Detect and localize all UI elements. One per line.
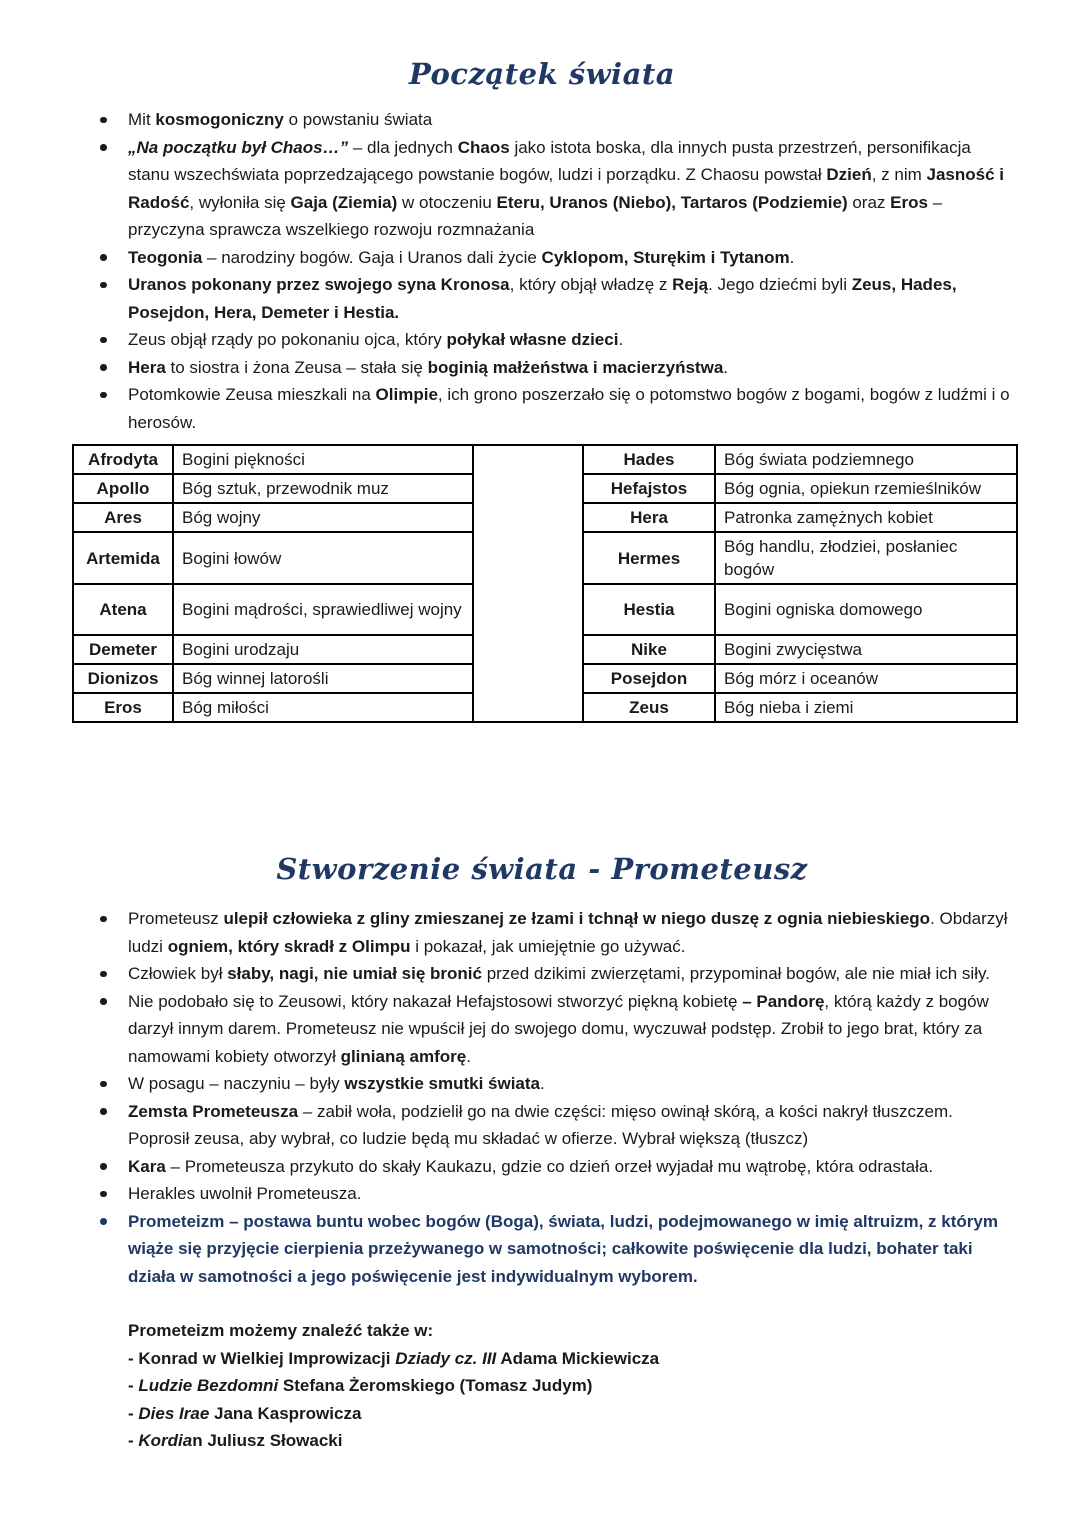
- text-run: o powstaniu świata: [283, 110, 433, 129]
- bullet-item: [128, 326, 1012, 354]
- god-name-cell: Hera: [583, 503, 715, 532]
- god-name-cell: Atena: [73, 584, 173, 635]
- text-run: Potomkowie Zeusa mieszkali na: [128, 385, 376, 404]
- text-run: .: [540, 1074, 545, 1093]
- god-desc-cell: Bogini piękności: [173, 445, 473, 474]
- text-run: , wyłoniła się: [189, 192, 291, 212]
- god-desc-cell: Bogini ogniska domowego: [715, 584, 1017, 635]
- god-desc-cell: Bogini łowów: [173, 532, 473, 584]
- bullet-item: [128, 134, 1012, 244]
- section-title-poczatek-swiata: Początek świata: [408, 57, 676, 91]
- text-run: – Prometeusza przykuto do skały Kaukazu, gdzie co dzień orzeł wyjadał mu wątrobę, która odrastała.: [165, 1156, 934, 1176]
- bullet-item: [128, 1070, 1012, 1098]
- text-run: Gaja (Ziemia): [290, 192, 398, 212]
- text-run: Chaos: [457, 137, 510, 157]
- text-run: Eteru, Uranos (Niebo), Tartaros (Podziemie): [496, 192, 848, 212]
- text-run: Herakles uwolnił Prometeusza.: [128, 1184, 362, 1203]
- text-run: Uranos pokonany przez swojego syna Kronosa: [128, 275, 510, 294]
- text-run: Stefana Żeromskiego (Tomasz Judym): [278, 1376, 593, 1395]
- god-desc-cell: Bóg sztuk, przewodnik muz: [173, 474, 473, 503]
- text-run: Prometeizm – postawa buntu wobec bogów (Boga), świata, ludzi, podejmowanego w imię altruizm, z którym wiąże się przyjęcie cierpienia przeżywanego w samotności; całkowite poświęcenie dla ludzi, bohater taki działa w samotności a jego poświęcenie jest indywidualnym wyborem.: [128, 1211, 998, 1286]
- text-run: Olimpie: [375, 385, 438, 404]
- god-desc-cell: Bóg handlu, złodziei, posłaniec bogów: [715, 532, 1017, 584]
- text-run: Dziady cz. III: [395, 1348, 497, 1368]
- text-run: Nie podobało się to Zeusowi, który nakazał Hefajstosowi stworzyć piękną kobietę: [128, 991, 743, 1011]
- god-desc-cell: Bogini zwycięstwa: [715, 635, 1017, 664]
- text-run: oraz: [847, 192, 891, 212]
- text-run: , ich grono poszerzało się o potomstwo bogów z bogami, bogów z ludźmi i o herosów.: [128, 385, 1010, 432]
- text-run: Zeus, Hades, Posejdon, Hera, Demeter i Hestia.: [128, 275, 957, 322]
- god-desc-cell: Patronka zamężnych kobiet: [715, 503, 1017, 532]
- text-run: Kordia: [138, 1431, 193, 1450]
- text-run: – dla jednych: [348, 137, 458, 157]
- god-name-cell: Apollo: [73, 474, 173, 503]
- text-run: W posagu – naczyniu – były: [128, 1074, 345, 1093]
- text-run: kosmogoniczny: [155, 110, 284, 129]
- text-run: . Obdarzył ludzi: [128, 909, 1008, 956]
- bullet-item: [128, 905, 1012, 960]
- text-run: -: [128, 1431, 139, 1450]
- god-desc-cell: Bóg wojny: [173, 503, 473, 532]
- text-run: boginią małżeństwa i macierzyństwa: [427, 357, 724, 377]
- god-name-cell: Dionizos: [73, 664, 173, 693]
- text-run: Prometeizm możemy znaleźć także w:: [128, 1321, 434, 1340]
- text-run: Zemsta Prometeusza: [128, 1101, 299, 1121]
- text-run: to siostra i żona Zeusa – stała się: [165, 357, 428, 377]
- text-run: -: [128, 1376, 139, 1395]
- bullet-item: [128, 271, 1012, 326]
- text-run: .: [466, 1046, 471, 1066]
- text-run: słaby, nagi, nie umiał się bronić: [227, 964, 482, 983]
- god-desc-cell: Bóg winnej latorośli: [173, 664, 473, 693]
- god-name-cell: Ares: [73, 503, 173, 532]
- bullet-item: [128, 1208, 1012, 1291]
- god-desc-cell: Bóg świata podziemnego: [715, 445, 1017, 474]
- god-name-cell: Afrodyta: [73, 445, 173, 474]
- text-run: glinianą amforę: [340, 1046, 467, 1066]
- god-desc-cell: Bogini urodzaju: [173, 635, 473, 664]
- text-run: wszystkie smutki świata: [344, 1074, 540, 1093]
- footer-line: [128, 1317, 1012, 1345]
- text-run: Reją: [672, 275, 709, 294]
- text-run: Teogonia: [128, 247, 203, 267]
- text-run: Kara: [128, 1156, 166, 1176]
- god-name-cell: Posejdon: [583, 664, 715, 693]
- bullet-item: [128, 988, 1012, 1071]
- gods-table: [72, 444, 1018, 723]
- bullet-item: [128, 1180, 1012, 1208]
- text-run: - Konrad w Wielkiej Improwizacji: [128, 1348, 396, 1368]
- text-run: Ludzie Bezdomni: [138, 1376, 279, 1395]
- footer-line: [128, 1372, 1012, 1400]
- text-run: Dzień: [826, 165, 872, 184]
- text-run: i pokazał, jak umiejętnie go używać.: [410, 936, 686, 956]
- god-name-cell: Nike: [583, 635, 715, 664]
- footer-line: [128, 1400, 1012, 1428]
- text-run: .: [789, 247, 795, 267]
- text-run: – narodziny bogów. Gaja i Uranos dali życie: [202, 247, 542, 267]
- text-run: , z nim: [871, 165, 927, 184]
- god-name-cell: Demeter: [73, 635, 173, 664]
- bullet-item: [128, 1153, 1012, 1181]
- god-name-cell: Eros: [73, 693, 173, 722]
- bullet-item: [128, 106, 1012, 134]
- text-run: . Jego dziećmi byli: [708, 275, 852, 294]
- text-run: Zeus objął rządy po pokonaniu ojca, który: [128, 330, 447, 349]
- god-desc-cell: Bóg mórz i oceanów: [715, 664, 1017, 693]
- text-run: – zabił woła, podzielił go na dwie części: mięso owinął skórą, a kości nakrył tłuszczem. Poprosił zeusa, aby wybrał, co ludzie będą mu składać w ofierze. Wybrał większą (tłuszcz): [128, 1101, 953, 1148]
- bullet-list-poczatek-swiata: [72, 106, 1012, 436]
- text-run: ulepił człowieka z gliny zmieszanej ze łzami i tchnął w niego duszę z ognia niebieskiego: [223, 909, 931, 928]
- bullet-item: [128, 381, 1012, 436]
- text-run: , który objął władzę z: [509, 275, 673, 294]
- text-run: Hera: [128, 357, 166, 377]
- bullet-item: [128, 354, 1012, 382]
- prometeizm-examples-block: [128, 1317, 1012, 1455]
- text-run: Dies Irae: [138, 1403, 210, 1423]
- gods-table-row: [73, 445, 1017, 474]
- text-run: jako istota boska, dla innych pusta przestrzeń, personifikacja stanu wszechświata poprzedzającego powstanie bogów, ludzi i porządku. Z Chaosu powstał: [128, 137, 971, 184]
- bullet-item: [128, 244, 1012, 272]
- text-run: w otoczeniu: [397, 192, 497, 212]
- footer-line: [128, 1427, 1012, 1455]
- god-desc-cell: Bogini mądrości, sprawiedliwej wojny: [173, 584, 473, 635]
- text-run: – Pandorę: [742, 991, 825, 1011]
- bullet-item: [128, 960, 1012, 988]
- section-title-stworzenie-swiata: Stworzenie świata - Prometeusz: [276, 852, 808, 886]
- text-run: -: [128, 1403, 139, 1423]
- text-run: Adama Mickiewicza: [496, 1348, 660, 1368]
- text-run: Jana Kasprowicza: [209, 1403, 362, 1423]
- gods-table-body: [73, 445, 1017, 722]
- text-run: , którą każdy z bogów darzył innym darem. Prometeusz nie wpuścił jej do swojego domu, wyczuwał podstęp. Zrobił to jego brat, który za namowami kobiety otworzył: [128, 991, 989, 1066]
- text-run: przed dzikimi zwierzętami, przypominał bogów, ale nie miał ich siły.: [481, 964, 990, 983]
- god-name-cell: Hefajstos: [583, 474, 715, 503]
- text-run: .: [618, 330, 624, 349]
- text-run: Jasność i Radość: [128, 165, 1004, 212]
- god-desc-cell: Bóg ognia, opiekun rzemieślników: [715, 474, 1017, 503]
- footer-line: [128, 1345, 1012, 1373]
- text-run: Mit: [128, 110, 156, 129]
- god-name-cell: Hades: [583, 445, 715, 474]
- god-name-cell: Artemida: [73, 532, 173, 584]
- bullet-list-prometeusz: [72, 905, 1012, 1290]
- text-run: ogniem, który skradł z Olimpu: [167, 936, 411, 956]
- god-desc-cell: Bóg miłości: [173, 693, 473, 722]
- text-run: Eros: [890, 192, 928, 212]
- text-run: połykał własne dzieci: [446, 330, 619, 349]
- text-run: Cyklopom, Sturękim i Tytanom: [541, 247, 790, 267]
- table-spacer-cell: [473, 445, 583, 722]
- text-run: n Juliusz Słowacki: [192, 1431, 343, 1450]
- bullet-item: [128, 1098, 1012, 1153]
- text-run: Człowiek był: [128, 964, 228, 983]
- god-name-cell: Hestia: [583, 584, 715, 635]
- text-run: Prometeusz: [128, 909, 224, 928]
- god-name-cell: Hermes: [583, 532, 715, 584]
- text-run: – przyczyna sprawcza wszelkiego rozwoju rozmnażania: [128, 192, 943, 239]
- text-run: .: [723, 357, 729, 377]
- text-run: „Na początku był Chaos…”: [128, 137, 349, 157]
- god-desc-cell: Bóg nieba i ziemi: [715, 693, 1017, 722]
- god-name-cell: Zeus: [583, 693, 715, 722]
